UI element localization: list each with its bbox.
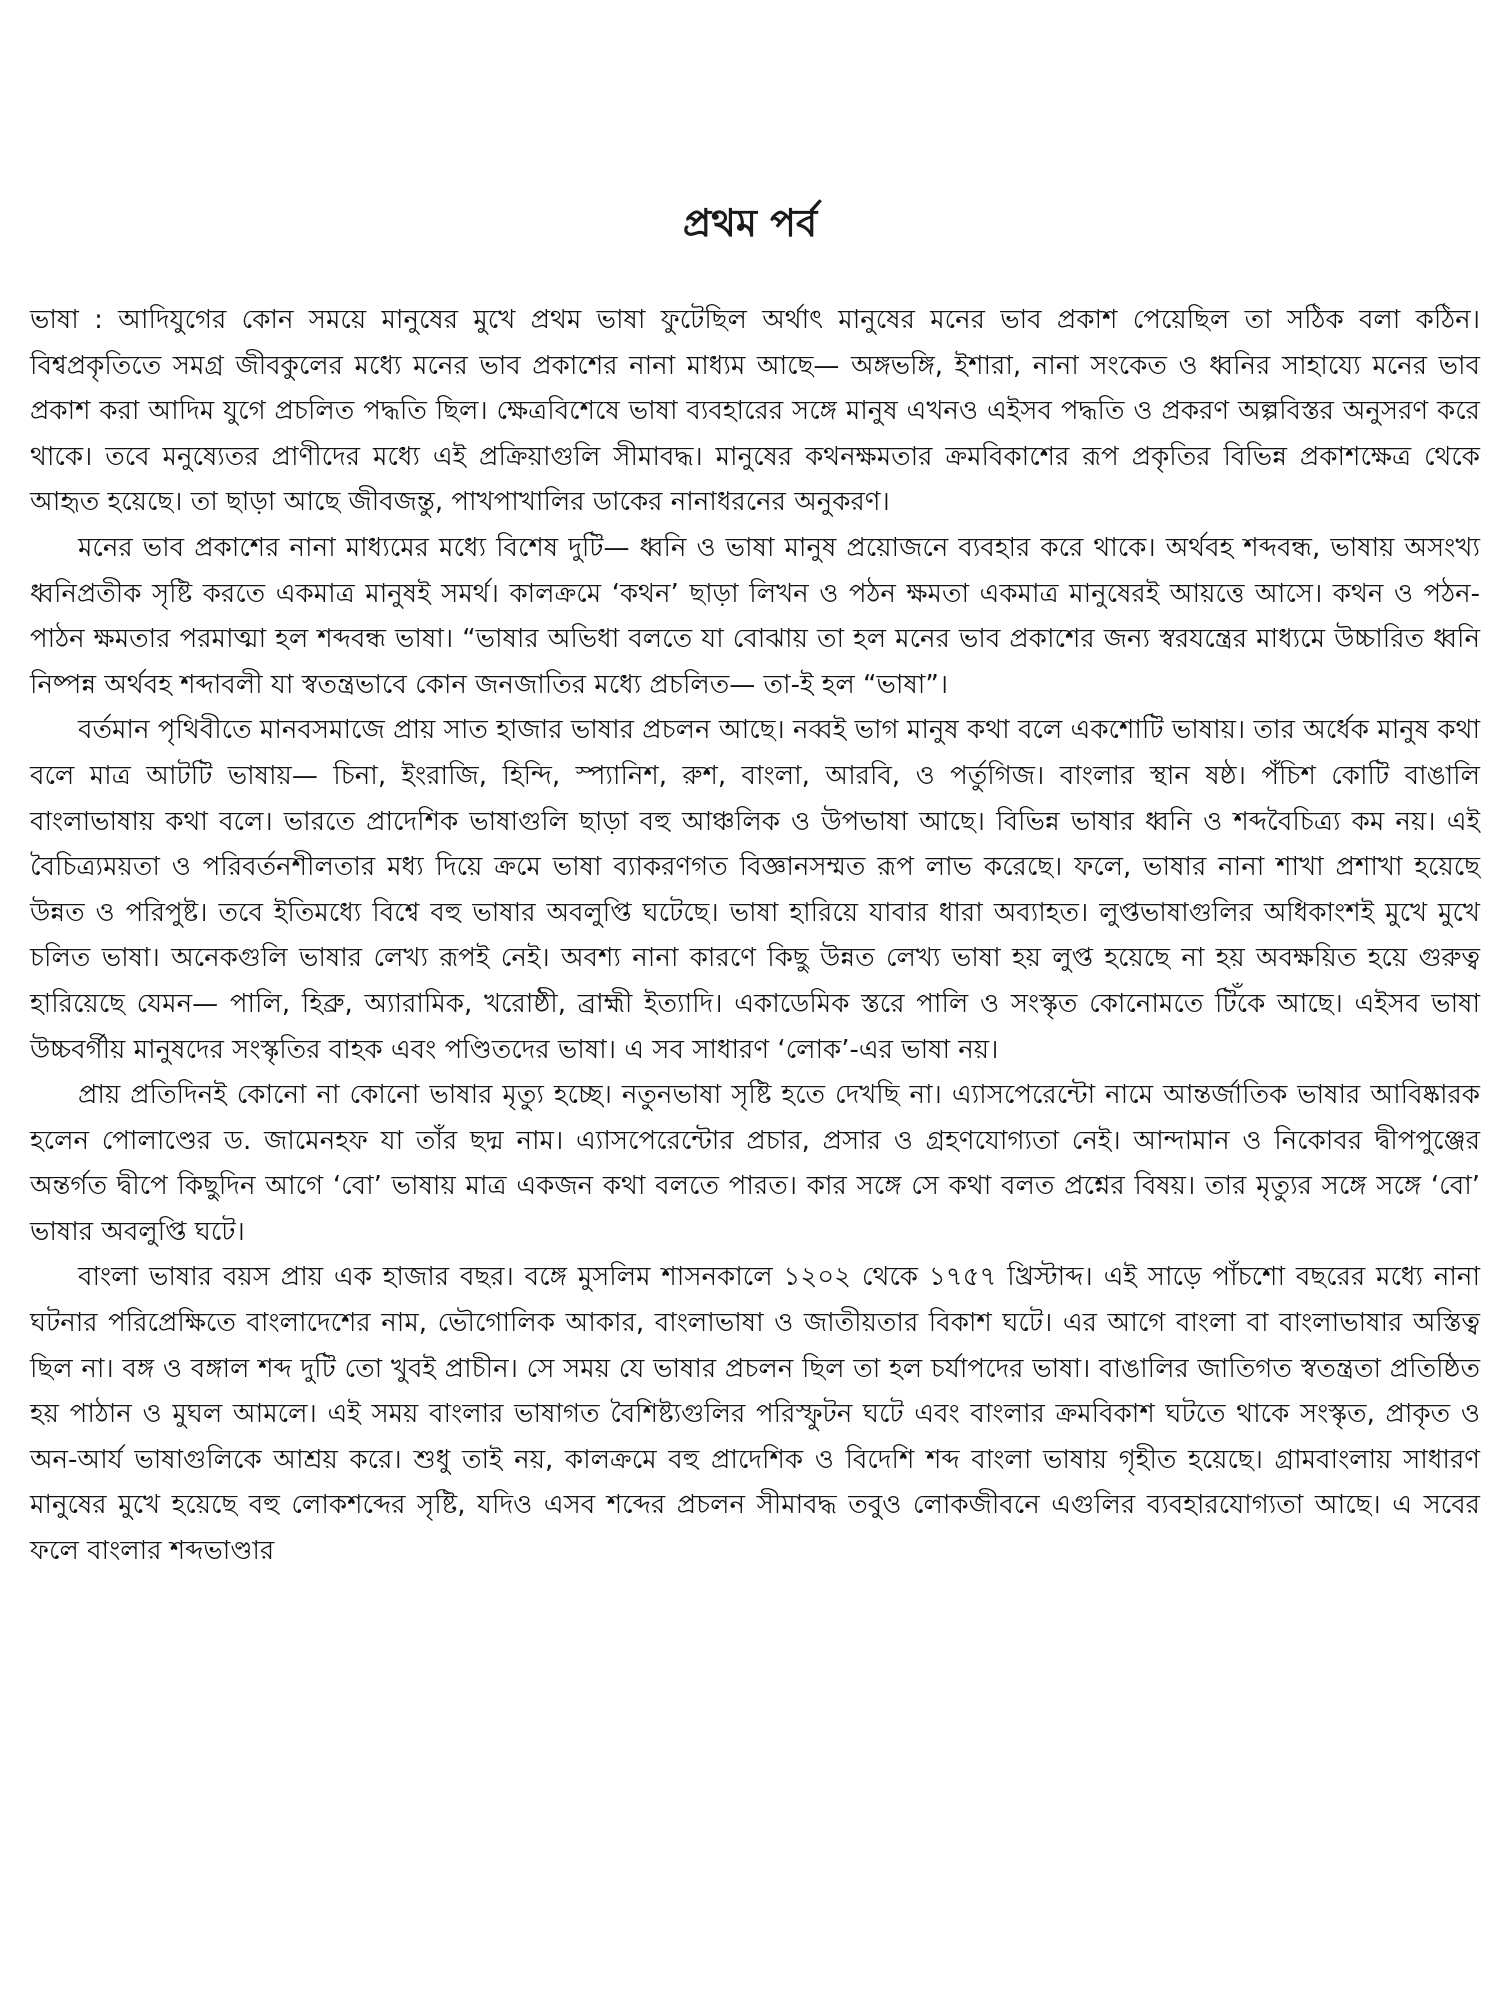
paragraph-3: বর্তমান পৃথিবীতে মানবসমাজে প্রায় সাত হাজার ভাষার প্রচলন আছে। নব্বই ভাগ মানুষ কথা বলে একশোটি ভাষায়। তার অর্ধেক মানুষ কথা বলে মাত্র আটটি ভাষায়— চিনা, ইংরাজি, হিন্দি, স্প্যানিশ, রুশ, বাংলা, আরবি, ও পর্তুগিজ। বাংলার স্থান ষষ্ঠ। পঁচিশ কোটি বাঙালি বাংলাভাষায় কথা বলে। ভারতে প্রাদেশিক ভাষাগুলি ছাড়া বহু আঞ্চলিক ও উপভাষা আছে। বিভিন্ন ভাষার ধ্বনি ও শব্দবৈচিত্র্য কম নয়। এই বৈচিত্র্যময়তা ও পরিবর্তনশীলতার মধ্য দিয়ে ক্রমে ভাষা ব্যাকরণগত বিজ্ঞানসম্মত রূপ লাভ করেছে। ফলে, ভাষার নানা শাখা প্রশাখা হয়েছে উন্নত ও পরিপুষ্ট। তবে ইতিমধ্যে বিশ্বে বহু ভাষার অবলুপ্তি ঘটেছে। ভাষা হারিয়ে যাবার ধারা অব্যাহত। লুপ্তভাষাগুলির অধিকাংশই মুখে মুখে চলিত ভাষা। অনেকগুলি ভাষার লেখ্য রূপই নেই। অবশ্য নানা কারণে কিছু উন্নত লেখ্য ভাষা হয় লুপ্ত হয়েছে না হয় অবক্ষয়িত হয়ে গুরুত্ব হারিয়েছে যেমন— পালি, হিব্রু, অ্যারামিক, খরোষ্ঠী, ব্রাহ্মী ইত্যাদি। একাডেমিক স্তরে পালি ও সংস্কৃত কোনোমতে টিঁকে আছে। এইসব ভাষা উচ্চবর্গীয় মানুষদের সংস্কৃতির বাহক এবং পণ্ডিতদের ভাষা। এ সব সাধারণ ‘লোক’-এর ভাষা নয়। [30,715,1480,1065]
paragraph-2: মনের ভাব প্রকাশের নানা মাধ্যমের মধ্যে বিশেষ দুটি— ধ্বনি ও ভাষা মানুষ প্রয়োজনে ব্যবহার করে থাকে। অর্থবহ শব্দবন্ধ, ভাষায় অসংখ্য ধ্বনিপ্রতীক সৃষ্টি করতে একমাত্র মানুষই সমর্থ। কালক্রমে ‘কথন’ ছাড়া লিখন ও পঠন ক্ষমতা একমাত্র মানুষেরই আয়ত্তে আসে। কথন ও পঠন-পাঠন ক্ষমতার পরমাত্মা হল শব্দবন্ধ ভাষা। “ভাষার অভিধা বলতে যা বোঝায় তা হল মনের ভাব প্রকাশের জন্য স্বরযন্ত্রের মাধ্যমে উচ্চারিত ধ্বনি নিষ্পন্ন অর্থবহ শব্দাবলী যা স্বতন্ত্রভাবে কোন জনজাতির মধ্যে প্রচলিত— তা-ই হল “ভাষা”। [30,532,1480,700]
body-text [30,298,1480,1575]
chapter-title: প্রথম পর্ব [682,201,818,245]
paragraph-4: প্রায় প্রতিদিনই কোনো না কোনো ভাষার মৃত্যু হচ্ছে। নতুনভাষা সৃষ্টি হতে দেখছি না। এ্যাসপেরেন্টো নামে আন্তর্জাতিক ভাষার আবিষ্কারক হলেন পোলাণ্ডের ড. জামেনহফ যা তাঁর ছদ্ম নাম। এ্যাসপেরেন্টোর প্রচার, প্রসার ও গ্রহণযোগ্যতা নেই। আন্দামান ও নিকোবর দ্বীপপুঞ্জের অন্তর্গত দ্বীপে কিছুদিন আগে ‘বো’ ভাষায় মাত্র একজন কথা বলতে পারত। কার সঙ্গে সে কথা বলত প্রশ্নের বিষয়। তার মৃত্যুর সঙ্গে সঙ্গে ‘বো’ ভাষার অবলুপ্তি ঘটে। [30,1080,1480,1247]
paragraph-1: ভাষা : আদিযুগের কোন সময়ে মানুষের মুখে প্রথম ভাষা ফুটেছিল অর্থাৎ মানুষের মনের ভাব প্রকাশ পেয়েছিল তা সঠিক বলা কঠিন। বিশ্বপ্রকৃতিতে সমগ্র জীবকুলের মধ্যে মনের ভাব প্রকাশের নানা মাধ্যম আছে— অঙ্গভঙ্গি, ইশারা, নানা সংকেত ও ধ্বনির সাহায্যে মনের ভাব প্রকাশ করা আদিম যুগে প্রচলিত পদ্ধতি ছিল। ক্ষেত্রবিশেষে ভাষা ব্যবহারের সঙ্গে মানুষ এখনও এইসব পদ্ধতি ও প্রকরণ অল্পবিস্তর অনুসরণ করে থাকে। তবে মনুষ্যেতর প্রাণীদের মধ্যে এই প্রক্রিয়াগুলি সীমাবদ্ধ। মানুষের কথনক্ষমতার ক্রমবিকাশের রূপ প্রকৃতির বিভিন্ন প্রকাশক্ষেত্র থেকে আহৃত হয়েছে। তা ছাড়া আছে জীবজন্তু, পাখপাখালির ডাকের নানাধরনের অনুকরণ। [30,305,1480,518]
paragraph-5: বাংলা ভাষার বয়স প্রায় এক হাজার বছর। বঙ্গে মুসলিম শাসনকালে ১২০২ থেকে ১৭৫৭ খ্রিস্টাব্দ। এই সাড়ে পাঁচশো বছরের মধ্যে নানা ঘটনার পরিপ্রেক্ষিতে বাংলাদেশের নাম, ভৌগোলিক আকার, বাংলাভাষা ও জাতীয়তার বিকাশ ঘটে। এর আগে বাংলা বা বাংলাভাষার অস্তিত্ব ছিল না। বঙ্গ ও বঙ্গাল শব্দ দুটি তো খুবই প্রাচীন। সে সময় যে ভাষার প্রচলন ছিল তা হল চর্যাপদের ভাষা। বাঙালির জাতিগত স্বতন্ত্রতা প্রতিষ্ঠিত হয় পাঠান ও মুঘল আমলে। এই সময় বাংলার ভাষাগত বৈশিষ্ট্যগুলির পরিস্ফুটন ঘটে এবং বাংলার ক্রমবিকাশ ঘটতে থাকে সংস্কৃত, প্রাকৃত ও অন-আর্য ভাষাগুলিকে আশ্রয় করে। শুধু তাই নয়, কালক্রমে বহু প্রাদেশিক ও বিদেশি শব্দ বাংলা ভাষায় গৃহীত হয়েছে। গ্রামবাংলায় সাধারণ মানুষের মুখে হয়েছে বহু লোকশব্দের সৃষ্টি, যদিও এসব শব্দের প্রচলন সীমাবদ্ধ তবুও লোকজীবনে এগুলির ব্যবহারযোগ্যতা আছে। এ সবের ফলে বাংলার শব্দভাণ্ডার [30,1262,1480,1567]
